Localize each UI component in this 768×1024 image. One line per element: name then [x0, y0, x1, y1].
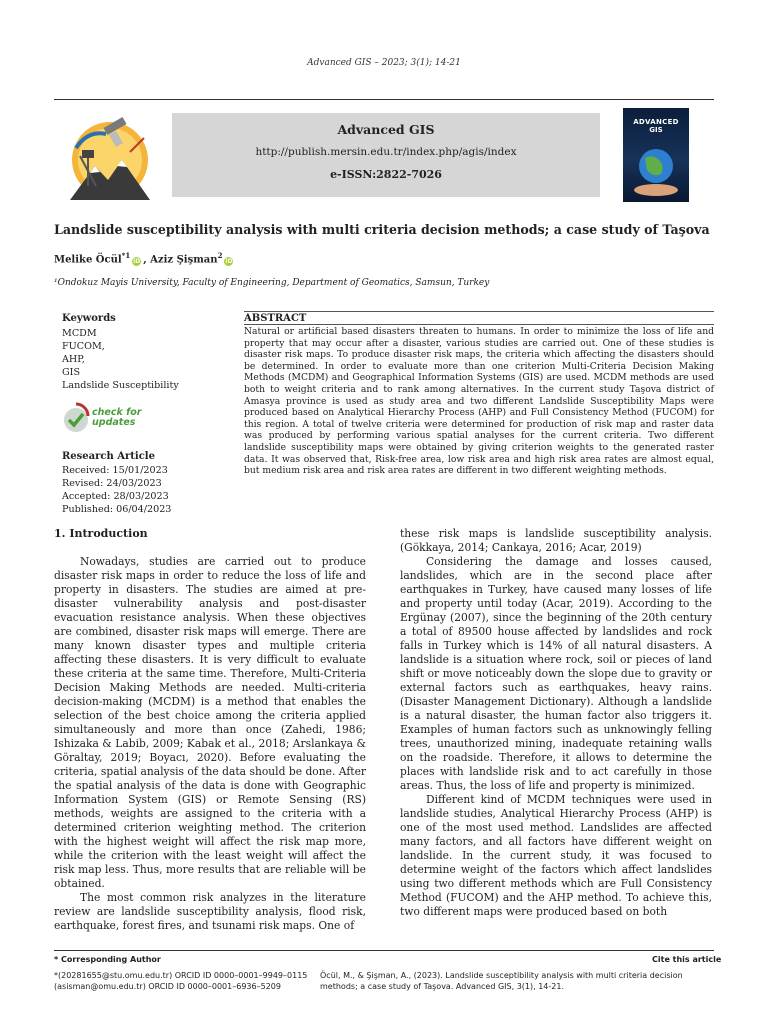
orcid-icon[interactable]: iD [225, 258, 233, 266]
orcid-icon[interactable]: iD [133, 258, 141, 266]
check-updates-line1: check for [92, 407, 142, 418]
cover-title-line2: GIS [649, 126, 663, 134]
author-1-marker: *1 [121, 251, 131, 260]
footer-rule [54, 950, 714, 951]
accepted-date: Accepted: 28/03/2023 [62, 491, 169, 502]
keywords-list [62, 327, 179, 392]
abstract-top-rule [244, 311, 714, 312]
body-paragraph: The most common risk analyzes in the literature review are landslide susceptibility analysis, flood risk, earthquake, forest fires, and tsunami risk maps. One of [54, 891, 366, 932]
journal-logo [60, 108, 160, 208]
body-paragraph: Different kind of MCDM techniques were used in landslide studies, Analytical Hierarchy Process (AHP) is one of the most used method. Landslides are affected many factors, and all factors have different weight on landslide. In the current study, it was focused to determine weight of the factors which affect landslides using two different methods which are Full Consistency Method (FUCOM) and the AHP method. To achieve this, two different maps were produced based on both [400, 793, 712, 918]
check-updates-line2: updates [92, 417, 136, 428]
author-1-name: Melike Öcül [54, 254, 122, 266]
article-dates [62, 464, 171, 516]
journal-issn: e-ISSN:2822-7026 [330, 168, 442, 181]
author-1-contact: *(20281655@stu.omu.edu.tr) ORCID ID 0000–0001–9949–0115 [54, 971, 308, 980]
keywords-heading: Keywords [62, 313, 116, 324]
right-column [400, 527, 712, 919]
section-heading-introduction: 1. Introduction [54, 527, 148, 540]
cover-title-line1: ADVANCED [633, 118, 679, 126]
abstract-text: Natural or artificial based disasters threaten to humans. In order to minimize the loss of life and property that may occur after a disaster, various studies are carried out. One of these studies is disaster risk maps. To produce disaster risk maps, the criteria which affecting the disasters should be determined. In order to evaluate more than one criterion Multi-Criteria Decision Making Methods (MCDM) and Geographical Information Systems (GIS) are used. MCDM methods are used both to weight criteria and to rank among alternatives. In the current study Taşova district of Amasya province is used as study area and two different Landslide Susceptibility Maps were produced based on Analytical Hierarchy Process (AHP) and Full Consistency Method (FUCOM) for this region. A total of twelve criteria were determined for production of risk map and raster data was produced by performing various spatial analyses for the current criteria. Two different landslide susceptibility maps were obtained by giving criterion weights to the generated raster data. It was observed that, Risk-free area, low risk area and high risk area rates are almost equal, but medium risk area and risk area rates are different in two different weighting methods. [244, 326, 714, 477]
check-for-updates-badge[interactable] [62, 400, 182, 440]
cover-globe-icon [623, 108, 689, 202]
research-article-heading: Research Article [62, 451, 155, 462]
keyword-item: Landslide Susceptibility [62, 380, 179, 391]
journal-cover [623, 108, 689, 202]
corresponding-author-label: * Corresponding Author [54, 955, 161, 964]
published-date: Published: 06/04/2023 [62, 504, 172, 515]
author-2-name: Aziz Şişman [150, 254, 218, 266]
author-contacts [54, 970, 307, 992]
author-separator: , [143, 254, 151, 266]
journal-name: Advanced GIS [337, 122, 435, 137]
author-2-marker: 2 [217, 251, 223, 260]
article-title: Landslide susceptibility analysis with multi criteria decision methods; a case study of Taşova [54, 222, 710, 237]
author-list [54, 251, 235, 266]
body-paragraph: Considering the damage and losses caused, landslides, which are in the second place after earthquakes in Turkey, have caused many losses of life and property until today (Acar, 2019). According to the Ergünay (2007), since the beginning of the 20th century a total of 89500 house affected by landslides and rock falls in Turkey which is 14% of all natural disasters. A landslide is a situation where rock, soil or pieces of land shift or move noticeably down the slope due to gravity or external factors such as earthquakes, heavy rains. (Disaster Management Dictionary). Although a landslide is a natural disaster, the human factor also triggers it. Examples of human factors such as unknowingly felling trees, unauthorized mining, inadequate retaining walls on the roadside. Therefore, it allows to determine the places with landslide risk and to act carefully in those areas. Thus, the loss of life and property is minimized. [400, 555, 712, 792]
left-column [54, 555, 366, 933]
check-updates-icon [62, 400, 90, 436]
revised-date: Revised: 24/03/2023 [62, 478, 162, 489]
keyword-item: GIS [62, 367, 81, 378]
keyword-item: MCDM [62, 328, 97, 339]
running-header: Advanced GIS – 2023; 3(1); 14-21 [307, 58, 461, 68]
affiliation: ¹Ondokuz Mayis University, Faculty of Engineering, Department of Geomatics, Samsun, Turkey [54, 278, 490, 288]
citation-text: Öcül, M., & Şişman, A., (2023). Landslide susceptibility analysis with multi criteria decision methods; a case study of Taşova. Advanced GIS, 3(1), 14-21. [320, 971, 683, 991]
body-paragraph: Nowadays, studies are carried out to produce disaster risk maps in order to reduce the loss of life and property in disasters. The studies are aimed at pre-disaster vulnerability analysis and post-disaster evacuation resistance analysis. When these objectives are combined, disaster risk maps will emerge. There are many known disaster types and multiple criteria affecting these disasters. It is very difficult to evaluate these criteria at the same time. Therefore, Multi-Criteria Decision Making Methods are needed. Multi-criteria decision-making (MCDM) is a method that enables the selection of the best choice among the criteria applied simultaneously and more than once (Zahedi, 1986; Ishizaka & Labib, 2009; Kabak et al., 2018; Arslankaya & Göraltay, 2019; Boyacı, 2020). Before evaluating the criteria, spatial analysis of the data should be done. After the spatial analysis of the data is done with Geographic Information System (GIS) or Remote Sensing (RS) methods, weights are assigned to the criteria with a determined criterion weighting method. The criterion with the highest weight will affect the risk map more, while the criterion with the least weight will affect the risk map less. Thus, more results that are reliable will be obtained. [54, 555, 366, 890]
keyword-item: AHP, [62, 354, 85, 365]
cite-heading: Cite this article [652, 955, 722, 964]
abstract-heading-rule [244, 324, 714, 325]
author-2-contact: (asisman@omu.edu.tr) ORCID ID 0000–0001–6936–5209 [54, 982, 281, 991]
received-date: Received: 15/01/2023 [62, 465, 168, 476]
body-paragraph: these risk maps is landslide susceptibility analysis. (Gökkaya, 2014; Cankaya, 2016; Acar, 2019) [400, 527, 712, 554]
header-rule [54, 99, 714, 100]
journal-url[interactable]: http://publish.mersin.edu.tr/index.php/agis/index [255, 146, 517, 158]
keyword-item: FUCOM, [62, 341, 105, 352]
journal-banner [172, 113, 600, 197]
abstract-heading: ABSTRACT [244, 313, 307, 324]
